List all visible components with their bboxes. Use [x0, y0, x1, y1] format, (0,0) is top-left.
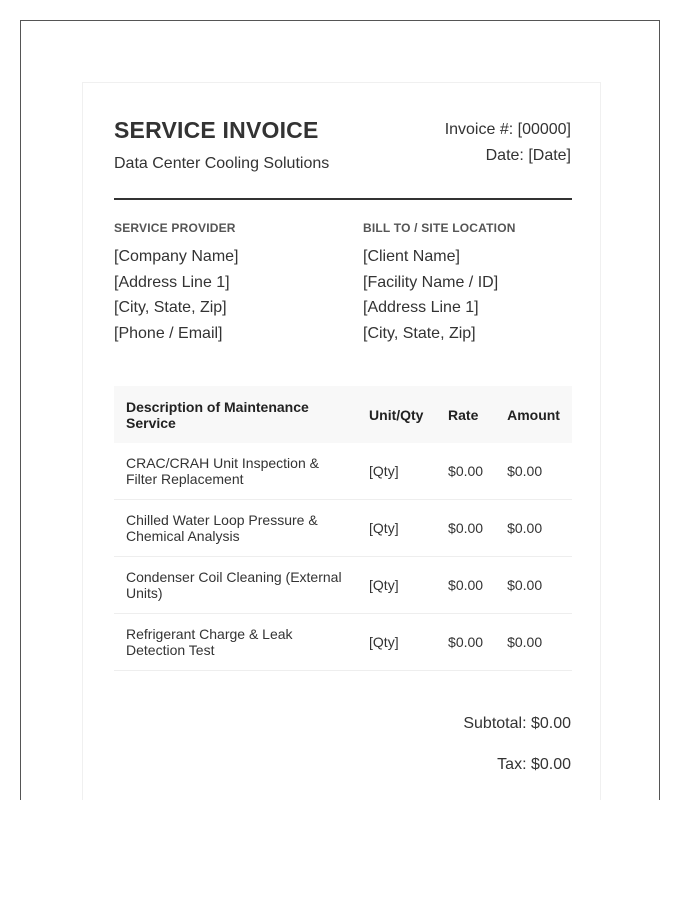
row-qty: [Qty]	[357, 614, 436, 671]
provider-company-name: [Company Name]	[114, 248, 239, 265]
service-provider-heading: SERVICE PROVIDER	[114, 221, 236, 235]
table-row	[114, 443, 572, 500]
invoice-card	[82, 82, 601, 800]
service-provider-block	[114, 221, 334, 346]
invoice-meta	[445, 117, 571, 169]
row-description: Chilled Water Loop Pressure & Chemical Analysis	[114, 500, 357, 557]
provider-address-line: [Address Line 1]	[114, 273, 230, 291]
column-header-description: Description of Maintenance Service	[114, 386, 357, 443]
row-amount: $0.00	[495, 443, 572, 500]
row-rate: $0.00	[436, 614, 495, 671]
row-rate: $0.00	[436, 557, 495, 614]
bill-to-heading: BILL TO / SITE LOCATION	[363, 221, 516, 235]
invoice-title: SERVICE INVOICE	[114, 117, 319, 143]
facility-name: [Facility Name / ID]	[363, 273, 499, 291]
invoice-number: Invoice #: [00000]	[444, 121, 571, 138]
row-description: CRAC/CRAH Unit Inspection & Filter Replacement	[114, 443, 357, 500]
row-qty: [Qty]	[357, 443, 436, 500]
row-amount: $0.00	[495, 500, 572, 557]
client-city-state-zip: [City, State, Zip]	[363, 324, 476, 342]
document-page	[20, 20, 660, 800]
provider-city-state-zip: [City, State, Zip]	[114, 299, 227, 316]
subtotal: Subtotal: $0.00	[463, 715, 571, 732]
row-rate: $0.00	[436, 500, 495, 557]
column-header-rate: Rate	[436, 386, 495, 443]
column-header-amount: Amount	[495, 386, 572, 443]
invoice-subtitle: Data Center Cooling Solutions	[114, 155, 330, 172]
row-description: Refrigerant Charge & Leak Detection Test	[114, 614, 357, 671]
client-address-line: [Address Line 1]	[363, 299, 479, 316]
row-rate: $0.00	[436, 443, 495, 500]
tax: Tax: $0.00	[497, 756, 571, 773]
line-items-table	[114, 386, 572, 671]
row-description: Condenser Coil Cleaning (External Units)	[114, 557, 357, 614]
bill-to-block	[363, 221, 583, 346]
table-row	[114, 500, 572, 557]
invoice-date: Date: [Date]	[485, 147, 571, 164]
row-qty: [Qty]	[357, 500, 436, 557]
client-name: [Client Name]	[363, 248, 460, 265]
row-amount: $0.00	[495, 614, 572, 671]
header-divider	[114, 198, 572, 200]
table-row	[114, 614, 572, 671]
column-header-qty: Unit/Qty	[357, 386, 436, 443]
totals-block	[463, 714, 571, 796]
provider-contact: [Phone / Email]	[114, 324, 223, 342]
table-header-row	[114, 386, 572, 443]
row-amount: $0.00	[495, 557, 572, 614]
table-row	[114, 557, 572, 614]
row-qty: [Qty]	[357, 557, 436, 614]
